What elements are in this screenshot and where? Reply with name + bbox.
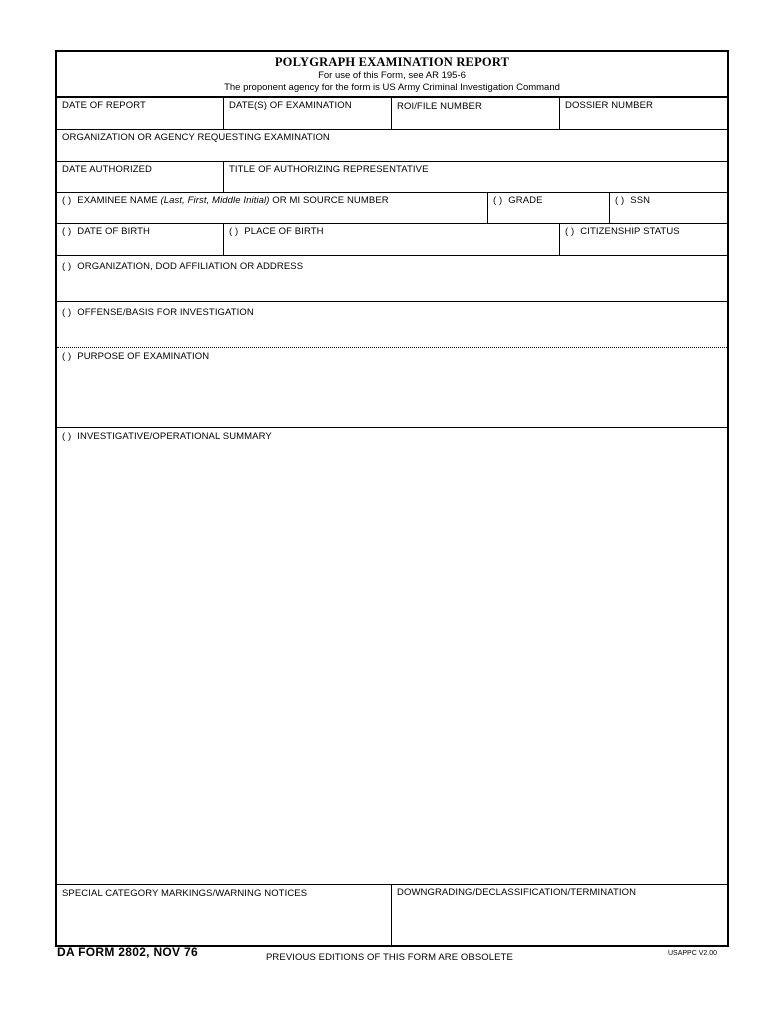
row-markings (57, 885, 727, 945)
date-of-report-field[interactable] (57, 98, 223, 129)
row-offense (57, 302, 727, 348)
date-authorized-label: DATE AUTHORIZED (62, 164, 152, 175)
date-authorized-field[interactable] (57, 162, 223, 192)
investigative-summary-field[interactable] (57, 428, 727, 884)
version-tag: USAPPC V2.00 (668, 950, 718, 957)
dates-of-examination-field[interactable] (223, 98, 391, 129)
row-purpose (57, 348, 727, 428)
purpose-of-exam-label: ( ) PURPOSE OF EXAMINATION (62, 351, 210, 362)
dossier-number-label: DOSSIER NUMBER (565, 100, 653, 111)
ssn-label: ( ) SSN (615, 195, 651, 206)
date-of-report-label: DATE OF REPORT (62, 100, 146, 111)
grade-label: ( ) GRADE (493, 195, 543, 206)
special-category-label: SPECIAL CATEGORY MARKINGS/WARNING NOTICES (62, 888, 308, 899)
form-proponent-note: The proponent agency for the form is US Army Criminal Investigation Command (224, 82, 560, 93)
roi-file-number-field[interactable] (391, 98, 559, 129)
citizenship-status-label: ( ) CITIZENSHIP STATUS (565, 226, 680, 237)
row-examinee (57, 193, 727, 224)
organization-requesting-field[interactable] (57, 130, 727, 161)
date-of-birth-field[interactable] (57, 224, 223, 255)
dossier-number-field[interactable] (559, 98, 727, 129)
row-authorization (57, 162, 727, 193)
grade-field[interactable] (487, 193, 609, 223)
dates-of-examination-label: DATE(S) OF EXAMINATION (229, 100, 352, 111)
title-authorizing-rep-label: TITLE OF AUTHORIZING REPRESENTATIVE (229, 164, 429, 175)
offense-basis-label: ( ) OFFENSE/BASIS FOR INVESTIGATION (62, 307, 254, 318)
date-of-birth-label: ( ) DATE OF BIRTH (62, 226, 151, 237)
purpose-of-exam-field[interactable] (57, 348, 727, 427)
form-title: POLYGRAPH EXAMINATION REPORT (274, 55, 510, 69)
polygraph-form (55, 50, 729, 947)
organization-requesting-label: ORGANIZATION OR AGENCY REQUESTING EXAMINATION (62, 132, 330, 143)
form-regulation-note: For use of this Form, see AR 195-6 (318, 70, 466, 81)
row-birth-citizenship (57, 224, 727, 256)
examinee-name-field[interactable] (57, 193, 487, 223)
ssn-field[interactable] (609, 193, 727, 223)
place-of-birth-label: ( ) PLACE OF BIRTH (229, 226, 324, 237)
place-of-birth-field[interactable] (223, 224, 559, 255)
row-report-info (57, 98, 727, 130)
form-header (57, 52, 727, 98)
investigative-summary-label: ( ) INVESTIGATIVE/OPERATIONAL SUMMARY (62, 431, 272, 442)
examinee-name-label: ( ) EXAMINEE NAME (Last, First, Middle Initial) OR MI SOURCE NUMBER (62, 195, 389, 206)
roi-file-number-label: ROI/FILE NUMBER (397, 101, 482, 112)
title-authorizing-rep-field[interactable] (223, 162, 727, 192)
obsolete-notice: PREVIOUS EDITIONS OF THIS FORM ARE OBSOLETE (266, 952, 513, 963)
form-number: DA FORM 2802, NOV 76 (57, 945, 198, 959)
org-dod-affiliation-label: ( ) ORGANIZATION, DOD AFFILIATION OR ADDRESS (62, 261, 304, 272)
downgrading-label: DOWNGRADING/DECLASSIFICATION/TERMINATION (397, 887, 637, 898)
special-category-field[interactable] (57, 885, 391, 945)
row-org-affiliation (57, 256, 727, 302)
citizenship-status-field[interactable] (559, 224, 727, 255)
row-summary (57, 428, 727, 885)
org-dod-affiliation-field[interactable] (57, 256, 727, 301)
offense-basis-field[interactable] (57, 302, 727, 347)
row-organization-requesting (57, 130, 727, 162)
downgrading-field[interactable] (391, 885, 727, 945)
